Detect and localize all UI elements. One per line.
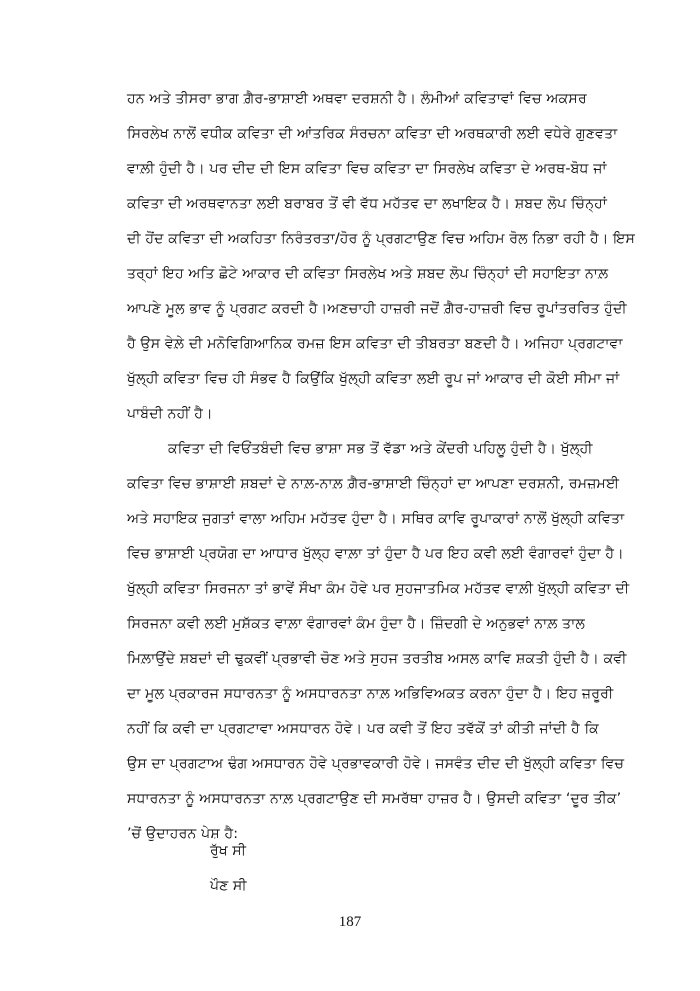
paragraph-1-line-5: ਦੀ ਹੋਂਦ ਕਵਿਤਾ ਦੀ ਅਕਹਿਤਾ ਨਿਰੰਤਰਤਾ/ਹੋਰ ਨੂੰ ਪ੍ਰਗਟਾਉਣ ਵਿਚ ਅਹਿਮ ਰੋਲ ਨਿਭਾ ਰਹੀ ਹੈ। ਇਸ [127,231,636,247]
paragraph-2-line-11: ਸਧਾਰਨਤਾ ਨੂੰ ਅਸਧਾਰਨਤਾ ਨਾਲ਼ ਪ੍ਰਗਟਾਉਣ ਦੀ ਸਮਰੱਥਾ ਹਾਜ਼ਰ ਹੈ। ਉਸਦੀ ਕਵਿਤਾ ‘ਦੂਰ ਤੀਕ’ [127,791,622,807]
paragraph-1-line-9: ਖੁੱਲ੍ਹੀ ਕਵਿਤਾ ਵਿਚ ਹੀ ਸੰਭਵ ਹੈ ਕਿਉਂਕਿ ਖੁੱਲ੍ਹੀ ਕਵਿਤਾ ਲਈ ਰੂਪ ਜਾਂ ਆਕਾਰ ਦੀ ਕੋਈ ਸੀਮਾ ਜਾਂ [127,371,620,387]
paragraph-2-line-6: ਸਿਰਜਨਾ ਕਵੀ ਲਈ ਮੁਸ਼ੱਕਤ ਵਾਲ਼ਾ ਵੰਗਾਰਵਾਂ ਕੰਮ ਹੁੰਦਾ ਹੈ। ਜ਼ਿੰਦਗੀ ਦੇ ਅਨੁਭਵਾਂ ਨਾਲ਼ ਤਾਲ [127,616,586,632]
paragraph-2-line-12: ’ਚੋਂ ਉਦਾਹਰਨ ਪੇਸ਼ ਹੈ: [127,826,239,842]
paragraph-2-line-3: ਅਤੇ ਸਹਾਇਕ ਜੁਗਤਾਂ ਵਾਲਾ ਅਹਿਮ ਮਹੱਤਵ ਹੁੰਦਾ ਹੈ। ਸਥਿਰ ਕਾਵਿ ਰੂਪਾਕਾਰਾਂ ਨਾਲੋਂ ਖੁੱਲ੍ਹੀ ਕਵਿਤਾ [127,511,625,527]
paragraph-2-line-7: ਮਿਲ਼ਾਉਂਦੇ ਸ਼ਬਦਾਂ ਦੀ ਢੁਕਵੀਂ ਪ੍ਰਭਾਵੀ ਚੋਣ ਅਤੇ ਸੁਹਜ ਤਰਤੀਬ ਅਸਲ ਕਾਵਿ ਸ਼ਕਤੀ ਹੁੰਦੀ ਹੈ। ਕਵੀ [127,651,627,667]
paragraph-2-line-10: ਉਸ ਦਾ ਪ੍ਰਗਟਾਅ ਢੰਗ ਅਸਧਾਰਨ ਹੋਵੇ ਪ੍ਰਭਾਵਕਾਰੀ ਹੋਵੇ। ਜਸਵੰਤ ਦੀਦ ਦੀ ਖੁੱਲ੍ਹੀ ਕਵਿਤਾ ਵਿਚ [127,756,625,772]
paragraph-1-line-6: ਤਰ੍ਹਾਂ ਇਹ ਅਤਿ ਛੋਟੇ ਆਕਾਰ ਦੀ ਕਵਿਤਾ ਸਿਰਲੇਖ ਅਤੇ ਸ਼ਬਦ ਲੋਪ ਚਿੰਨ੍ਹਾਂ ਦੀ ਸਹਾਇਤਾ ਨਾਲ਼ [127,266,609,282]
paragraph-1-line-7: ਆਪਣੇ ਮੂਲ ਭਾਵ ਨੂੰ ਪ੍ਰਗਟ ਕਰਦੀ ਹੈ।ਅਣਚਾਹੀ ਹਾਜ਼ਰੀ ਜਦੋਂ ਗ਼ੈਰ-ਹਾਜ਼ਰੀ ਵਿਚ ਰੂਪਾਂਤਰਰਿਤ ਹੁੰਦੀ [127,301,627,317]
paragraph-1-line-4: ਕਵਿਤਾ ਦੀ ਅਰਥਵਾਨਤਾ ਲਈ ਬਰਾਬਰ ਤੋਂ ਵੀ ਵੱਧ ਮਹੱਤਵ ਦਾ ਲਖਾਇਕ ਹੈ। ਸ਼ਬਦ ਲੋਪ ਚਿੰਨ੍ਹਾਂ [127,196,608,212]
paragraph-2-line-4: ਵਿਚ ਭਾਸ਼ਾਈ ਪ੍ਰਯੋਗ ਦਾ ਆਧਾਰ ਖੁੱਲ੍ਹ ਵਾਲ਼ਾ ਤਾਂ ਹੁੰਦਾ ਹੈ ਪਰ ਇਹ ਕਵੀ ਲਈ ਵੰਗਾਰਵਾਂ ਹੁੰਦਾ ਹੈ। [127,546,624,562]
paragraph-2-line-8: ਦਾ ਮੂਲ ਪ੍ਰਕਾਰਜ ਸਧਾਰਨਤਾ ਨੂੰ ਅਸਧਾਰਨਤਾ ਨਾਲ਼ ਅਭਿਵਿਅਕਤ ਕਰਨਾ ਹੁੰਦਾ ਹੈ। ਇਹ ਜ਼ਰੂਰੀ [127,686,614,702]
paragraph-1-line-3: ਵਾਲ਼ੀ ਹੁੰਦੀ ਹੈ। ਪਰ ਦੀਦ ਦੀ ਇਸ ਕਵਿਤਾ ਵਿਚ ਕਵਿਤਾ ਦਾ ਸਿਰਲੇਖ ਕਵਿਤਾ ਦੇ ਅਰਥ-ਬੋਧ ਜਾਂ [127,161,607,177]
paragraph-1-line-8: ਹੈ ਉਸ ਵੇਲ਼ੇ ਦੀ ਮਨੋਵਿਗਿਆਨਿਕ ਰਮਜ਼ ਇਸ ਕਵਿਤਾ ਦੀ ਤੀਬਰਤਾ ਬਣਦੀ ਹੈ। ਅਜਿਹਾ ਪ੍ਰਗਟਾਵਾ [127,336,623,352]
paragraph-2-line-5: ਖੁੱਲ੍ਹੀ ਕਵਿਤਾ ਸਿਰਜਨਾ ਤਾਂ ਭਾਵੇਂ ਸੌਖਾ ਕੰਮ ਹੋਵੇ ਪਰ ਸੁਹਜਾਤਮਿਕ ਮਹੱਤਵ ਵਾਲ਼ੀ ਖੁੱਲ੍ਹੀ ਕਵਿਤਾ ਦੀ [127,581,630,597]
poem-line-2: ਪੌਣ ਸੀ [210,878,247,894]
poem-line-1: ਰੁੱਖ ਸੀ [210,843,247,859]
paragraph-2-line-2: ਕਵਿਤਾ ਵਿਚ ਭਾਸ਼ਾਈ ਸ਼ਬਦਾਂ ਦੇ ਨਾਲ਼-ਨਾਲ਼ ਗ਼ੈਰ-ਭਾਸ਼ਾਈ ਚਿੰਨ੍ਹਾਂ ਦਾ ਆਪਣਾ ਦਰਸ਼ਨੀ, ਰਮਜ਼ਮਈ [127,476,620,492]
page-number: 187 [338,914,362,930]
paragraph-2-line-1: ਕਵਿਤਾ ਦੀ ਵਿਓਂਤਬੰਦੀ ਵਿਚ ਭਾਸ਼ਾ ਸਭ ਤੋਂ ਵੱਡਾ ਅਤੇ ਕੇਂਦਰੀ ਪਹਿਲੂ ਹੁੰਦੀ ਹੈ। ਖੁੱਲ੍ਹੀ [168,441,593,457]
paragraph-1-line-1: ਹਨ ਅਤੇ ਤੀਸਰਾ ਭਾਗ ਗ਼ੈਰ-ਭਾਸ਼ਾਈ ਅਥਵਾ ਦਰਸ਼ਨੀ ਹੈ। ਲੰਮੀਆਂ ਕਵਿਤਾਵਾਂ ਵਿਚ ਅਕਸਰ [127,91,587,107]
paragraph-2-line-9: ਨਹੀਂ ਕਿ ਕਵੀ ਦਾ ਪ੍ਰਗਟਾਵਾ ਅਸਧਾਰਨ ਹੋਵੇ। ਪਰ ਕਵੀ ਤੋਂ ਇਹ ਤਵੱਕੋਂ ਤਾਂ ਕੀਤੀ ਜਾਂਦੀ ਹੈ ਕਿ [127,721,599,737]
paragraph-1-line-10: ਪਾਬੰਦੀ ਨਹੀਂ ਹੈ। [127,406,213,422]
paragraph-1-line-2: ਸਿਰਲੇਖ ਨਾਲੋਂ ਵਧੀਕ ਕਵਿਤਾ ਦੀ ਆਂਤਰਿਕ ਸੰਰਚਨਾ ਕਵਿਤਾ ਦੀ ਅਰਥਕਾਰੀ ਲਈ ਵਧੇਰੇ ਗੁਣਵਤਾ [127,126,618,142]
